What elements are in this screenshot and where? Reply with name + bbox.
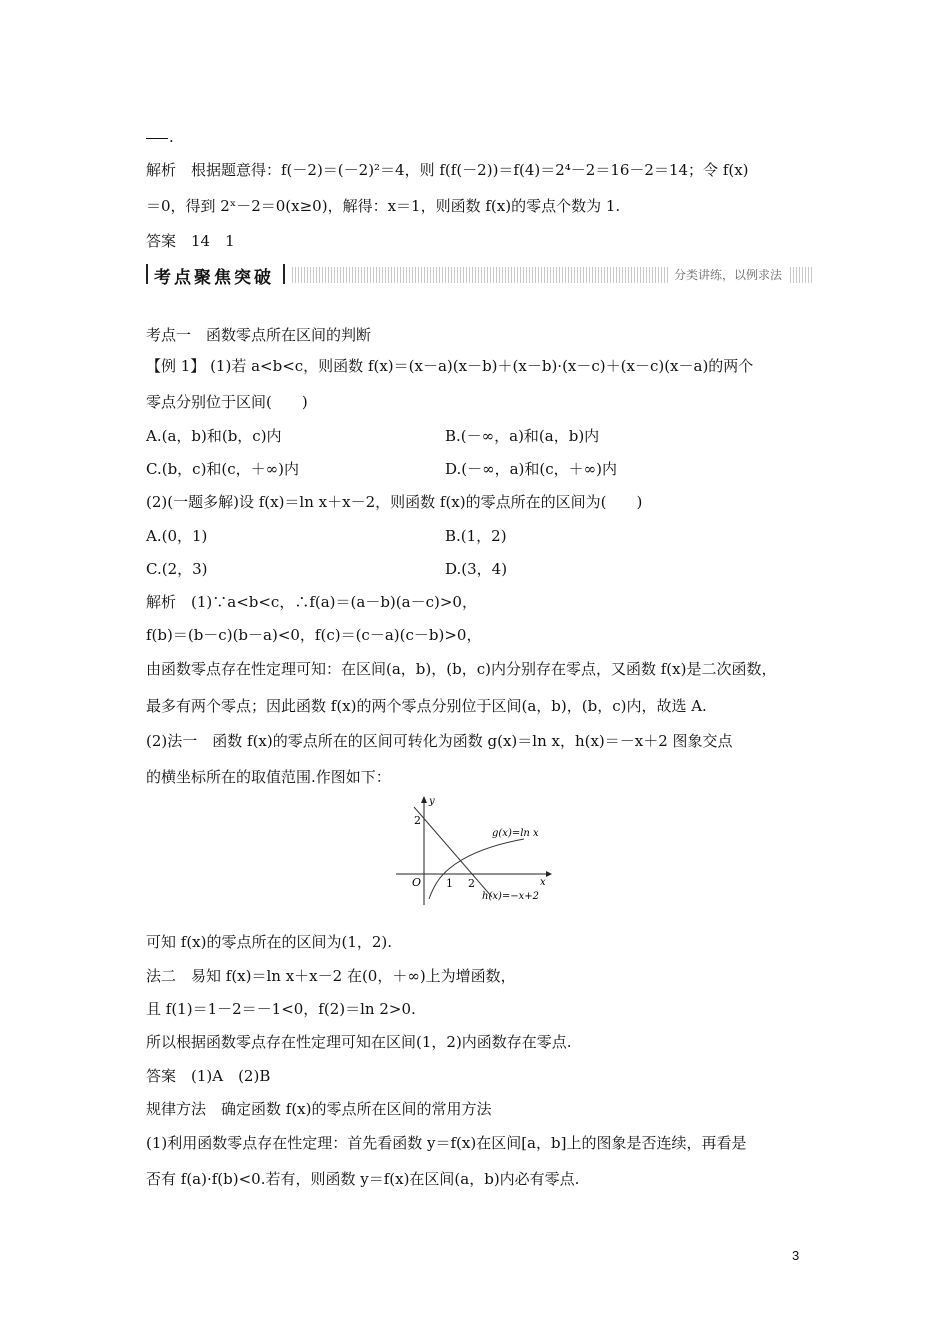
section-banner — [146, 262, 814, 286]
rule-line-1: (1)利用函数零点存在性定理：首先看函数 y＝f(x)在区间[a，b]上的图象是否连续，再看是 — [146, 1134, 747, 1152]
function-graph — [396, 795, 556, 907]
period: . — [169, 128, 174, 146]
rule-heading: 规律方法 确定函数 f(x)的零点所在区间的常用方法 — [146, 1100, 492, 1118]
answer-line: 答案 14 1 — [146, 232, 235, 250]
banner-title: 考点聚焦突破 — [154, 268, 274, 288]
analysis-line-2: f(b)＝(b－c)(b－a)<0，f(c)＝(c－a)(c－b)>0， — [146, 626, 482, 644]
x-tick-1: 1 — [446, 877, 453, 890]
analysis-line-1: 解析 (1)∵a<b<c，∴f(a)＝(a－b)(a－c)>0， — [146, 593, 477, 611]
option-d-2: D.(3，4) — [445, 560, 508, 578]
analysis-line-3: 由函数零点存在性定理可知：在区间(a，b)，(b，c)内分别存在零点，又函数 f(x)是二次函数， — [146, 660, 777, 678]
option-b-2: B.(1，2) — [445, 527, 507, 545]
page-number: 3 — [792, 1248, 800, 1263]
banner-subtitle: 分类讲练，以例求法 — [668, 265, 788, 285]
graph-conclusion: 可知 f(x)的零点所在的区间为(1，2). — [146, 933, 393, 951]
option-c-1: C.(b，c)和(c，＋∞)内 — [146, 460, 300, 478]
method-two-line-2: 且 f(1)＝1－2＝－1<0，f(2)＝ln 2>0. — [146, 1000, 416, 1018]
rule-line-2: 否有 f(a)·f(b)<0.若有，则函数 y＝f(x)在区间(a，b)内必有零点. — [146, 1170, 580, 1188]
method-two-line-1: 法二 易知 f(x)＝ln x＋x－2 在(0，＋∞)上为增函数， — [146, 967, 516, 985]
option-a-1: A.(a，b)和(b，c)内 — [146, 427, 282, 445]
x-tick-2: 2 — [468, 877, 475, 890]
option-a-2: A.(0，1) — [146, 527, 208, 545]
y-tick-2: 2 — [414, 814, 421, 827]
method-one-line-2: 的横坐标所在的取值范围.作图如下： — [146, 768, 391, 786]
answer-line-2: 答案 (1)A (2)B — [146, 1067, 271, 1085]
analysis-line-4: 最多有两个零点；因此函数 f(x)的两个零点分别位于区间(a，b)，(b，c)内，故选 A. — [146, 697, 707, 715]
example-line-1: 【例 1】 (1)若 a<b<c，则函数 f(x)＝(x－a)(x－b)＋(x－b)·(x－c)＋(x－c)(x－a)的两个 — [146, 357, 754, 375]
solution-line-1: 解析 根据题意得：f(－2)＝(－2)²＝4，则 f(f(－2))＝f(4)＝2⁴－2＝16－2＝14；令 f(x) — [146, 161, 749, 179]
option-d-1: D.(－∞，a)和(c，＋∞)内 — [445, 460, 618, 478]
solution-line-2: ＝0，得到 2ˣ－2＝0(x≥0)，解得：x＝1，则函数 f(x)的零点个数为 1. — [146, 197, 621, 215]
h-label: h(x)=−x+2 — [482, 891, 540, 902]
x-axis-label: x — [540, 877, 546, 888]
topic-heading: 考点一 函数零点所在区间的判断 — [146, 326, 372, 344]
origin-label: O — [412, 876, 422, 889]
g-curve — [429, 839, 524, 899]
method-one-line-1: (2)法一 函数 f(x)的零点所在的区间可转化为函数 g(x)＝ln x，h(x)＝－x＋2 图象交点 — [146, 732, 733, 750]
g-label: g(x)=ln x — [492, 828, 539, 839]
answer-blank — [146, 138, 168, 139]
banner-left-bar — [146, 264, 148, 284]
example-part-2: (2)(一题多解)设 f(x)＝ln x＋x－2，则函数 f(x)的零点所在的区间为( ) — [146, 493, 643, 511]
option-b-1: B.(－∞，a)和(a，b)内 — [445, 427, 600, 445]
option-c-2: C.(2，3) — [146, 560, 208, 578]
x-axis-arrow — [546, 871, 552, 877]
h-line — [414, 807, 492, 897]
y-axis-arrow — [421, 796, 427, 803]
banner-divider — [283, 264, 285, 284]
method-two-line-3: 所以根据函数零点存在性定理可知在区间(1，2)内函数存在零点. — [146, 1033, 572, 1051]
example-line-2: 零点分别位于区间( ) — [146, 393, 308, 411]
y-axis-label: y — [429, 796, 435, 807]
